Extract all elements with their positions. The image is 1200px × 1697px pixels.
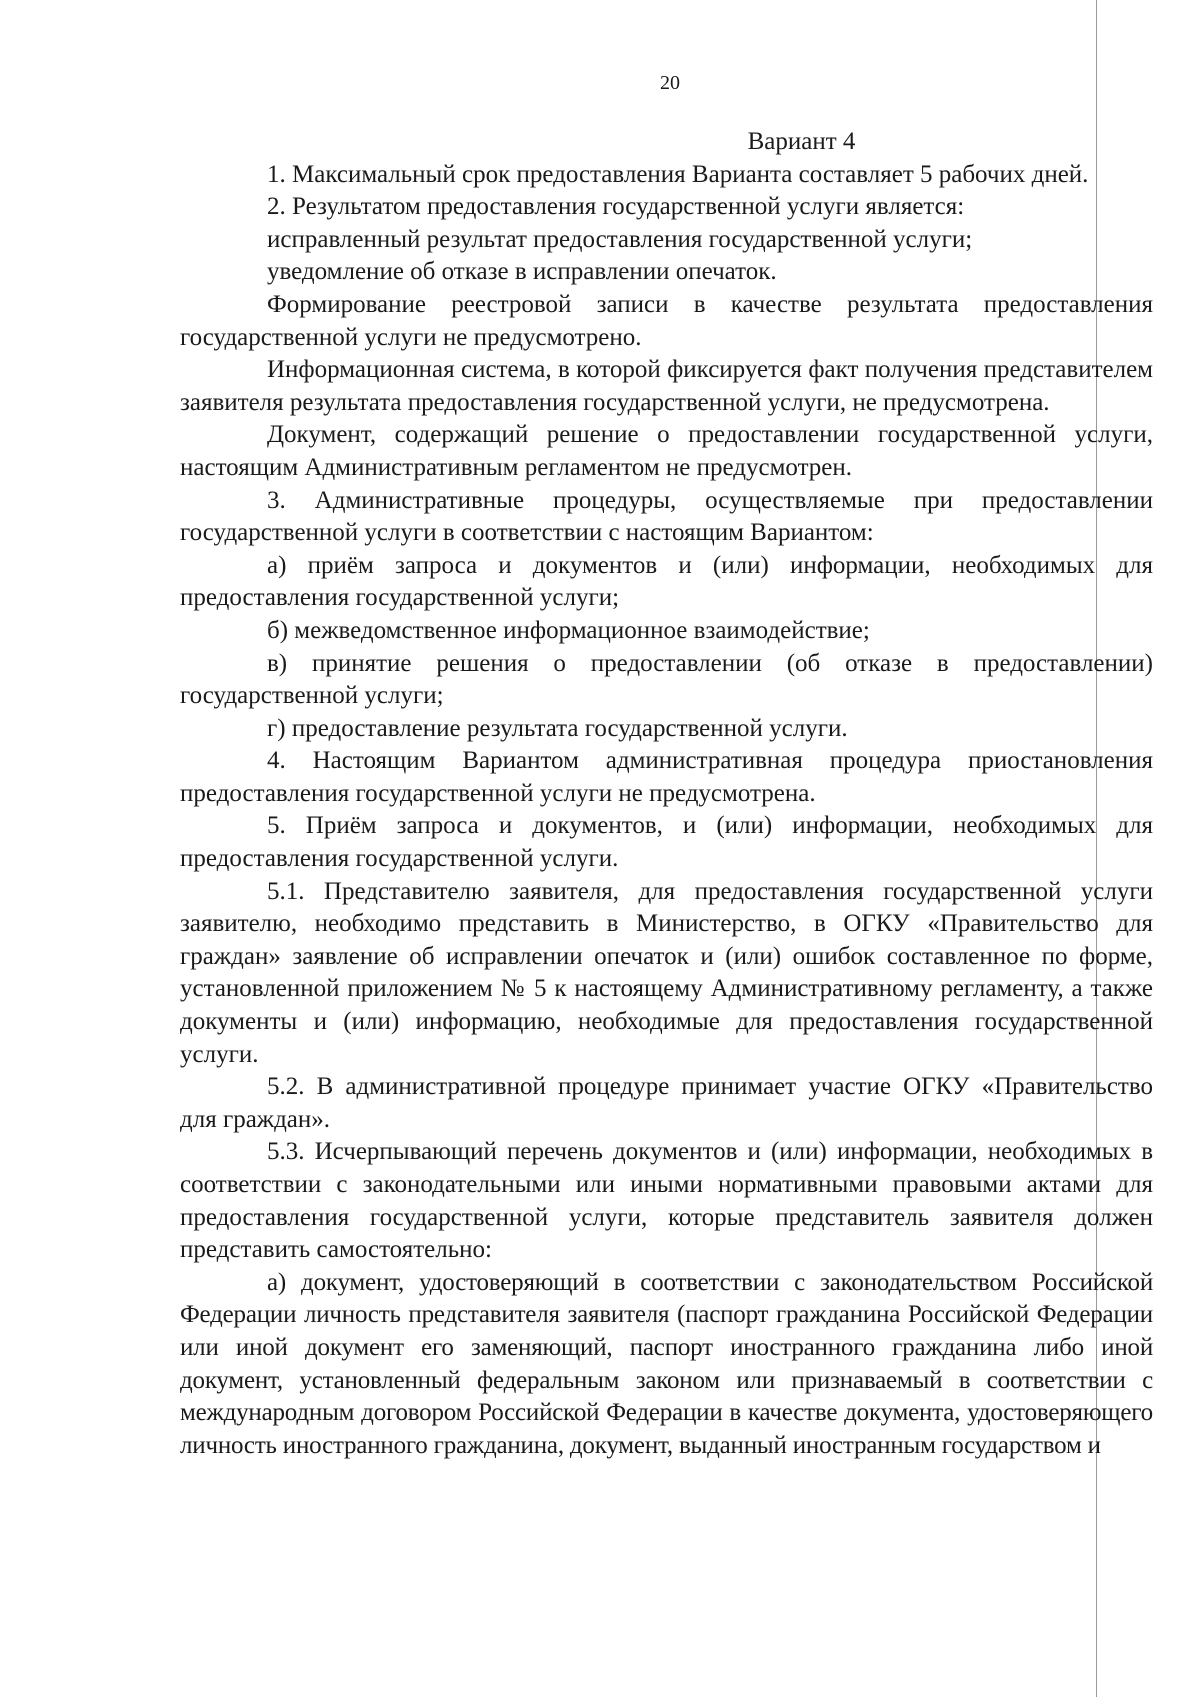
paragraph-12: г) предоставление результата государственной услуги. <box>267 714 848 742</box>
paragraph-17: 5.3. Исчерпывающий перечень документов и (или) информации, необходимых в соответствии с законодательными или иными нормативными правовыми актами для предоставления государственной услуги, которые представитель заявителя должен представить самостоятельно: <box>180 1138 1153 1264</box>
paragraph-14: 5. Приём запроса и документов, и (или) информации, необходимых для предоставления государственной услуги. <box>180 812 1153 873</box>
page-number: 20 <box>660 72 680 94</box>
paragraph-4: уведомление об отказе в исправлении опечаток. <box>267 258 777 286</box>
paragraph-11: в) принятие решения о предоставлении (об отказе в предоставлении) государственной услуги; <box>180 649 1153 710</box>
paragraph-10: б) межведомственное информационное взаимодействие; <box>267 616 870 644</box>
paragraph-3: исправленный результат предоставления государственной услуги; <box>267 225 973 253</box>
paragraph-2: 2. Результатом предоставления государственной услуги является: <box>267 193 965 221</box>
paragraph-16: 5.2. В административной процедуре принимает участие ОГКУ «Правительство для граждан». <box>180 1073 1153 1133</box>
document-body <box>180 126 1153 1462</box>
paragraph-9: а) приём запроса и документов и (или) информации, необходимых для предоставления государственной услуги; <box>180 551 1153 612</box>
paragraph-13: 4. Настоящим Вариантом административная процедура приостановления предоставления государственной услуги не предусмотрена. <box>180 747 1153 807</box>
paragraph-1: 1. Максимальный срок предоставления Варианта составляет 5 рабочих дней. <box>267 160 1089 188</box>
paragraph-15: 5.1. Представителю заявителя, для предоставления государственной услуги заявителю, необходимо представить в Министерство, в ОГКУ «Правительство для граждан» заявление об исправлении опечаток и (или) ошибок составленное по форме, установленной приложением № 5 к настоящему Административному регламенту, а также документы и (или) информацию, необходимые для предоставления государственной услуги. <box>180 877 1153 1068</box>
paragraph-18: а) документ, удостоверяющий в соответствии с законодательством Российской Федерации личность представителя заявителя (паспорт гражданина Российской Федерации или иной документ его заменяющий, паспорт иностранного гражданина либо иной документ, установленный федеральным законом или признаваемый в соответствии с международным договором Российской Федерации в качестве документа, удостоверяющего личность иностранного гражданина, документ, выданный иностранным государством и <box>180 1268 1153 1459</box>
paragraph-7: Документ, содержащий решение о предоставлении государственной услуги, настоящим Административным регламентом не предусмотрен. <box>180 421 1153 481</box>
section-heading: Вариант 4 <box>747 128 856 155</box>
paragraph-6: Информационная система, в которой фиксируется факт получения представителем заявителя результата предоставления государственной услуги, не предусмотрена. <box>180 356 1153 416</box>
paragraph-8: 3. Административные процедуры, осуществляемые при предоставлении государственной услуги в соответствии с настоящим Вариантом: <box>180 486 1153 547</box>
paragraph-5: Формирование реестровой записи в качестве результата предоставления государственной услуги не предусмотрено. <box>180 290 1153 351</box>
